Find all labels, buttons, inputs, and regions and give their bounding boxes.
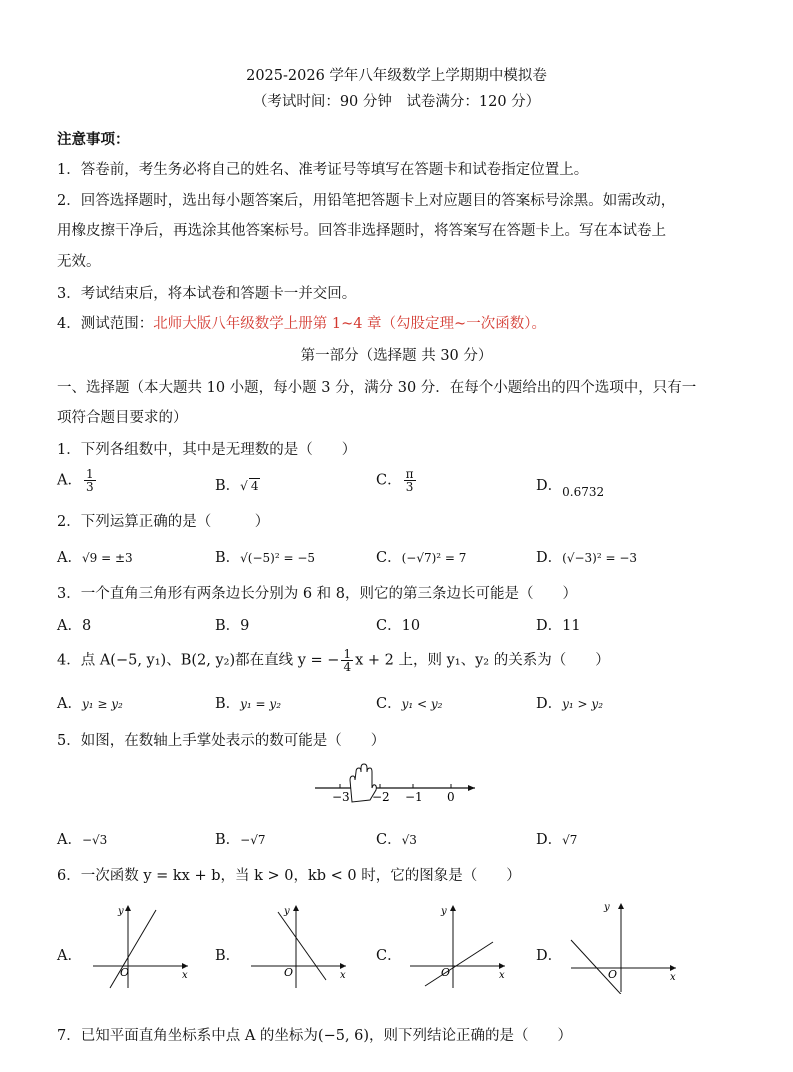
q4-stem: 4．点 A(−5, y₁)、B(2, y₂)都在直线 y = − $\frac{1}{4}$ x + 2 上，则 y₁、y₂ 的关系为（ ） [57,647,610,674]
notes-heading: 注意事项： [57,131,130,148]
q7-stem: 7．已知平面直角坐标系中点 A 的坐标为(−5, 6)，则下列结论正确的是（ ） [57,1028,573,1044]
q4-option-a: A．y₁ ≥ y₂ [57,696,123,712]
svg-text:O: O [608,968,618,981]
q6-option-c-label: C． [376,948,402,964]
q2-stem: 2．下列运算正确的是（ ） [57,514,270,530]
svg-text:y: y [118,906,124,917]
q2-option-b: B．√(−5)² = −5 [215,550,316,566]
svg-text:y: y [441,906,447,917]
q6-option-b-label: B． [215,948,241,964]
tick-label-neg1: −1 [405,790,423,804]
q6-option-d-label: D． [536,948,563,964]
q4-option-d: D．y₁ > y₂ [536,696,604,712]
svg-text:O: O [120,966,130,979]
q6-stem: 6．一次函数 y = kx + b，当 k > 0，kb < 0 时，它的图象是（ ） [57,868,521,884]
svg-text:x: x [499,970,505,981]
note-item-2: 2．回答选择题时，选出每小题答案后，用铅笔把答题卡上对应题目的答案标号涂黑。如需改动， [57,193,676,209]
function-line [110,910,156,988]
tick-label-neg2: −2 [372,790,390,804]
q1-option-d: D．$_{0.6732}$ [536,478,605,499]
q3-option-c: C．10 [376,618,421,634]
q1-option-a: A． $\frac{1}{3}$ [57,467,94,494]
test-scope: 北师大版八年级数学上册第 1~4 章（勾股定理~一次函数）。 [153,316,546,332]
svg-text:x: x [670,972,676,983]
tick-label-neg3: −3 [332,790,350,804]
svg-text:x: x [340,970,346,981]
function-line [571,940,628,994]
function-line [425,942,493,986]
tick-label-0: 0 [447,790,455,804]
q3-option-b: B．9 [215,618,250,634]
q5-option-c: C．√3 [376,832,417,848]
q6-graph-c [405,900,515,990]
exam-title: 2025-2026 学年八年级数学上学期期中模拟卷 [246,68,547,84]
q6-graph-a [88,900,198,990]
number-line-arrow [468,785,475,791]
svg-text:O: O [284,966,294,979]
number-line-figure [310,758,480,808]
q1-option-c: C． $\frac{\pi}{3}$ [376,467,414,494]
q5-option-d: D．√7 [536,832,578,848]
q5-stem: 5．如图，在数轴上手掌处表示的数可能是（ ） [57,733,386,749]
part1-heading: 第一部分（选择题 共 30 分） [300,348,493,364]
note-item-1: 1．答卷前，考生务必将自己的姓名、准考证号等填写在答题卡和试卷指定位置上。 [57,162,589,178]
q1-stem: 1．下列各组数中，其中是无理数的是（ ） [57,442,357,458]
svg-text:y: y [284,906,290,917]
svg-text:x: x [182,970,188,981]
note-item-4-prefix: 4．测试范围： [57,316,154,332]
hand-icon [350,764,376,802]
q5-option-b: B．−√7 [215,832,266,848]
note-item-2-end: 无效。 [57,254,101,270]
q3-stem: 3．一个直角三角形有两条边长分别为 6 和 8，则它的第三条边长可能是（ ） [57,586,578,602]
section-intro-cont: 项符合题目要求的） [57,410,188,426]
q5-option-a: A．−√3 [57,832,108,848]
svg-text:O: O [441,966,451,979]
note-item-3: 3．考试结束后，将本试卷和答题卡一并交回。 [57,286,357,302]
svg-text:y: y [604,902,610,913]
q3-option-a: A．8 [57,618,92,634]
q6-option-a-label: A． [57,948,82,964]
note-item-4 [57,312,546,333]
q4-option-b: B．y₁ = y₂ [215,696,282,712]
q2-option-a: A．√9 = ±3 [57,550,133,566]
q6-graph-b [246,900,356,990]
section-intro: 一、选择题（本大题共 10 小题，每小题 3 分，满分 30 分．在每个小题给出的四个选项中，只有一 [57,380,697,396]
q2-option-d: D．(√−3)² = −3 [536,550,638,566]
q3-option-d: D．11 [536,618,581,634]
q4-option-c: C．y₁ < y₂ [376,696,443,712]
note-item-2-cont: 用橡皮擦干净后，再选涂其他答案标号。回答非选择题时，将答案写在答题卡上。写在本试卷上 [57,223,666,239]
exam-subtitle: （考试时间：90 分钟 试卷满分：120 分） [252,94,541,110]
q6-graph-d [566,898,681,994]
q2-option-c: C．(−√7)² = 7 [376,550,467,566]
q1-option-b: B．√ 4 [215,478,259,494]
